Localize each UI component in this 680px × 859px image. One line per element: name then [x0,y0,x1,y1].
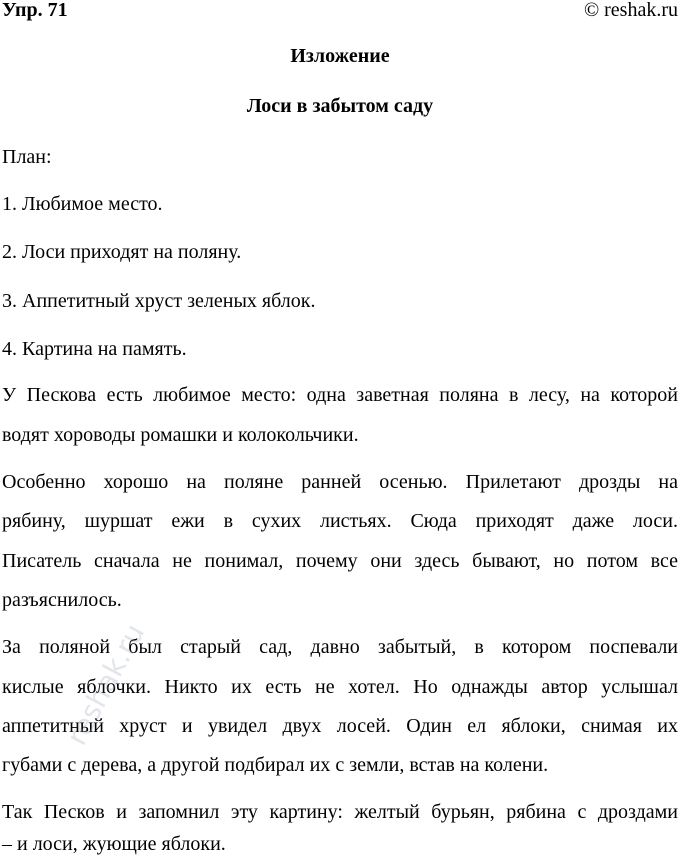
genre-title: Изложение [290,45,390,67]
plan-item: 2. Лоси приходят на поляну. [2,241,242,263]
plan-item: 4. Картина на память. [2,338,187,360]
paragraph-line: Так Песков и запомнил эту картину: желтый бурьян, рябина с дроздами [2,801,678,823]
plan-item: 1. Любимое место. [2,193,163,215]
exercise-number: Упр. 71 [2,0,68,21]
copyright-link[interactable]: © reshak.ru [583,0,678,21]
paragraph-line: Особенно хорошо на поляне ранней осенью. Прилетают дрозды на [2,471,678,493]
story-title: Лоси в забытом саду [246,95,434,117]
paragraph-line: Писатель сначала не понимал, почему они здесь бывают, но потом все [2,550,678,572]
watermark: reshak.ru [60,618,152,751]
paragraph-line: рябину, шуршат ежи в сухих листьях. Сюда приходят даже лоси. [2,510,678,532]
paragraph-line: кислые яблочки. Никто их есть не хотел. Но однажды автор услышал [2,676,678,698]
paragraph-line: губами с дерева, а другой подбирал их с земли, встав на колени. [2,754,549,776]
paragraph-line: За поляной был старый сад, давно забытый, в котором поспевали [2,636,678,658]
paragraph-line: разъяснилось. [2,589,122,611]
paragraph-line: У Пескова есть любимое место: одна заветная поляна в лесу, на которой [2,384,678,406]
plan-item: 3. Аппетитный хруст зеленых яблок. [2,290,316,312]
paragraph-line: водят хороводы ромашки и колокольчики. [2,424,359,446]
plan-heading: План: [2,146,52,168]
paragraph-line: – и лоси, жующие яблоки. [2,833,226,855]
paragraph-line: аппетитный хруст и увидел двух лосей. Один ел яблоки, снимая их [2,715,678,737]
